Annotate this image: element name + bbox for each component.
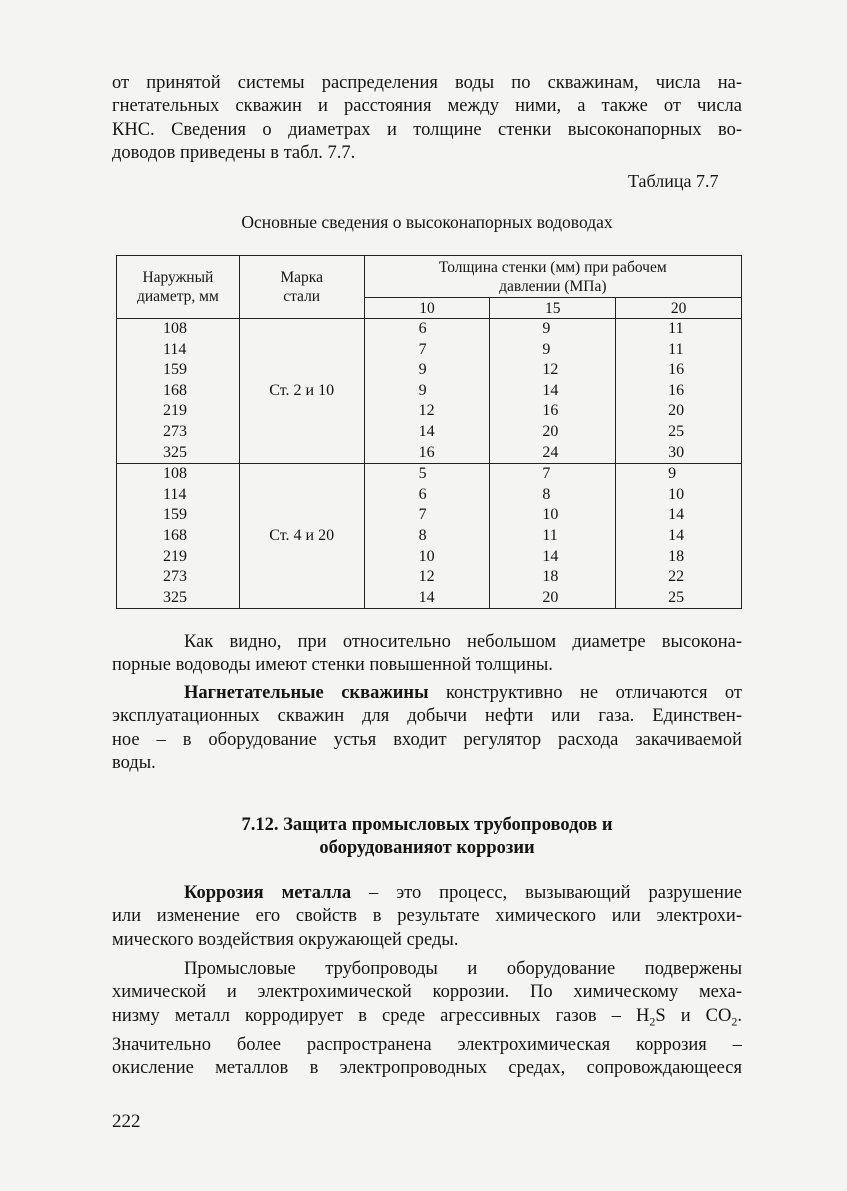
text-line [112, 682, 742, 705]
cell-thickness-20: 18 [616, 547, 742, 568]
pipe-thickness-table [116, 255, 742, 609]
paragraph-corrosion-definition [112, 882, 742, 952]
cell-diameter: 168 [117, 381, 240, 402]
cell-thickness-20: 11 [616, 319, 742, 340]
header-pressure-20: 20 [616, 298, 742, 319]
cell-thickness-20: 25 [616, 588, 742, 609]
heading-line: 7.12. Защита промысловых трубопроводов и [241, 815, 613, 835]
cell-thickness-10: 10 [364, 547, 490, 568]
cell-thickness-15: 16 [490, 401, 616, 422]
text-line: эксплуатационных скважин для добычи нефти или газа. Единствен- [112, 706, 742, 727]
text-line: КНС. Сведения о диаметрах и толщине стенки высоконапорных во- [112, 119, 742, 140]
cell-steel-grade: Ст. 4 и 20 [239, 464, 364, 609]
cell-steel-grade: Ст. 2 и 10 [239, 319, 364, 464]
cell-thickness-15: 7 [490, 464, 616, 485]
cell-thickness-15: 10 [490, 505, 616, 526]
table-row [117, 401, 742, 422]
text-line [112, 882, 742, 905]
paragraph-thickness-note [112, 631, 742, 678]
table-number: Таблица 7.7 [628, 171, 719, 191]
text-fragment: конструктивно не отличаются от [428, 683, 742, 703]
heading-line: оборудованияот коррозии [319, 838, 535, 859]
header-thickness: Толщина стенки (мм) при рабочем давлении (МПа) [364, 256, 741, 298]
cell-thickness-20: 11 [616, 340, 742, 361]
cell-thickness-10: 16 [364, 443, 490, 464]
text-line: мического воздействия окружающей среды. [112, 929, 459, 950]
cell-diameter: 114 [117, 485, 240, 506]
paragraph-injection-wells [112, 682, 742, 776]
cell-thickness-10: 14 [364, 588, 490, 609]
text-fragment: – это процесс, вызывающий разрушение [351, 883, 742, 903]
cell-thickness-15: 12 [490, 360, 616, 381]
text-line: воды. [112, 753, 156, 774]
cell-thickness-20: 16 [616, 360, 742, 381]
intro-paragraph [112, 72, 742, 166]
cell-thickness-10: 9 [364, 360, 490, 381]
table-row [117, 505, 742, 526]
cell-diameter: 325 [117, 443, 240, 464]
text-line: гнетательных скважин и расстояния между ними, а также от числа [112, 96, 742, 117]
table-row [117, 547, 742, 568]
cell-thickness-15: 11 [490, 526, 616, 547]
table-row [117, 464, 742, 485]
cell-thickness-10: 7 [364, 505, 490, 526]
cell-thickness-10: 6 [364, 319, 490, 340]
cell-diameter: 159 [117, 360, 240, 381]
bold-term: Нагнетательные скважины [184, 683, 429, 703]
cell-thickness-20: 10 [616, 485, 742, 506]
cell-thickness-15: 8 [490, 485, 616, 506]
cell-thickness-15: 14 [490, 547, 616, 568]
cell-diameter: 219 [117, 401, 240, 422]
cell-thickness-20: 30 [616, 443, 742, 464]
text-line: Промысловые трубопроводы и оборудование подвержены [184, 959, 742, 979]
text-line: Как видно, при относительно небольшом диаметре высокона- [184, 632, 742, 652]
cell-thickness-10: 5 [364, 464, 490, 485]
cell-diameter: 325 [117, 588, 240, 609]
cell-thickness-20: 9 [616, 464, 742, 485]
text-line: доводов приведены в табл. 7.7. [112, 143, 356, 164]
cell-thickness-15: 9 [490, 340, 616, 361]
text-line: ное – в оборудование устья входит регулятор расхода закачиваемой [112, 729, 742, 750]
cell-diameter: 108 [117, 464, 240, 485]
cell-thickness-10: 9 [364, 381, 490, 402]
text-fragment: низму металл корродирует в среде агрессивных газов – H [112, 1005, 650, 1026]
cell-diameter: 273 [117, 422, 240, 443]
subscript: 2 [649, 1014, 656, 1029]
cell-diameter: 108 [117, 319, 240, 340]
cell-thickness-20: 16 [616, 381, 742, 402]
cell-diameter: 219 [117, 547, 240, 568]
cell-thickness-10: 8 [364, 526, 490, 547]
cell-thickness-10: 12 [364, 401, 490, 422]
text-line: или изменение его свойств в результате химического или электрохи- [112, 906, 742, 927]
cell-thickness-20: 25 [616, 422, 742, 443]
text-line: порные водоводы имеют стенки повышенной толщины. [112, 655, 553, 676]
header-pressure-10: 10 [364, 298, 490, 319]
table-row [117, 485, 742, 506]
header-diameter: Наружный диаметр, мм [117, 256, 240, 319]
table-row [117, 567, 742, 588]
cell-thickness-10: 6 [364, 485, 490, 506]
cell-thickness-20: 14 [616, 505, 742, 526]
table-row [117, 588, 742, 609]
table-row [117, 319, 742, 340]
cell-thickness-15: 14 [490, 381, 616, 402]
text-fragment: S и CO [655, 1005, 732, 1026]
cell-diameter: 168 [117, 526, 240, 547]
cell-thickness-10: 14 [364, 422, 490, 443]
section-heading [112, 814, 742, 861]
table-row [117, 443, 742, 464]
cell-thickness-20: 20 [616, 401, 742, 422]
cell-diameter: 273 [117, 567, 240, 588]
subscript: 2 [731, 1014, 738, 1029]
paragraph-corrosion-types [112, 958, 742, 1081]
page-number: 222 [112, 1111, 141, 1132]
cell-diameter: 114 [117, 340, 240, 361]
cell-thickness-15: 9 [490, 319, 616, 340]
cell-diameter: 159 [117, 505, 240, 526]
cell-thickness-10: 7 [364, 340, 490, 361]
table-row [117, 340, 742, 361]
cell-thickness-15: 18 [490, 567, 616, 588]
table-row [117, 381, 742, 402]
table-caption: Основные сведения о высоконапорных водоводах [241, 212, 613, 232]
cell-thickness-15: 24 [490, 443, 616, 464]
table-row [117, 526, 742, 547]
text-line: химической и электрохимической коррозии. По химическому меха- [112, 982, 742, 1003]
cell-thickness-15: 20 [490, 588, 616, 609]
header-grade: Марка стали [239, 256, 364, 319]
cell-thickness-20: 14 [616, 526, 742, 547]
bold-term: Коррозия металла [184, 883, 352, 903]
text-line [112, 1005, 742, 1034]
table-row [117, 360, 742, 381]
cell-thickness-10: 12 [364, 567, 490, 588]
text-line: от принятой системы распределения воды по скважинам, числа на- [112, 73, 742, 93]
table-row [117, 422, 742, 443]
header-pressure-15: 15 [490, 298, 616, 319]
text-fragment: . [737, 1005, 743, 1026]
cell-thickness-15: 20 [490, 422, 616, 443]
text-line: Значительно более распространена электрохимическая коррозия – [112, 1034, 742, 1055]
text-line: окисление металлов в электропроводных средах, сопровождающееся [112, 1058, 742, 1079]
table-body [117, 319, 742, 609]
cell-thickness-20: 22 [616, 567, 742, 588]
